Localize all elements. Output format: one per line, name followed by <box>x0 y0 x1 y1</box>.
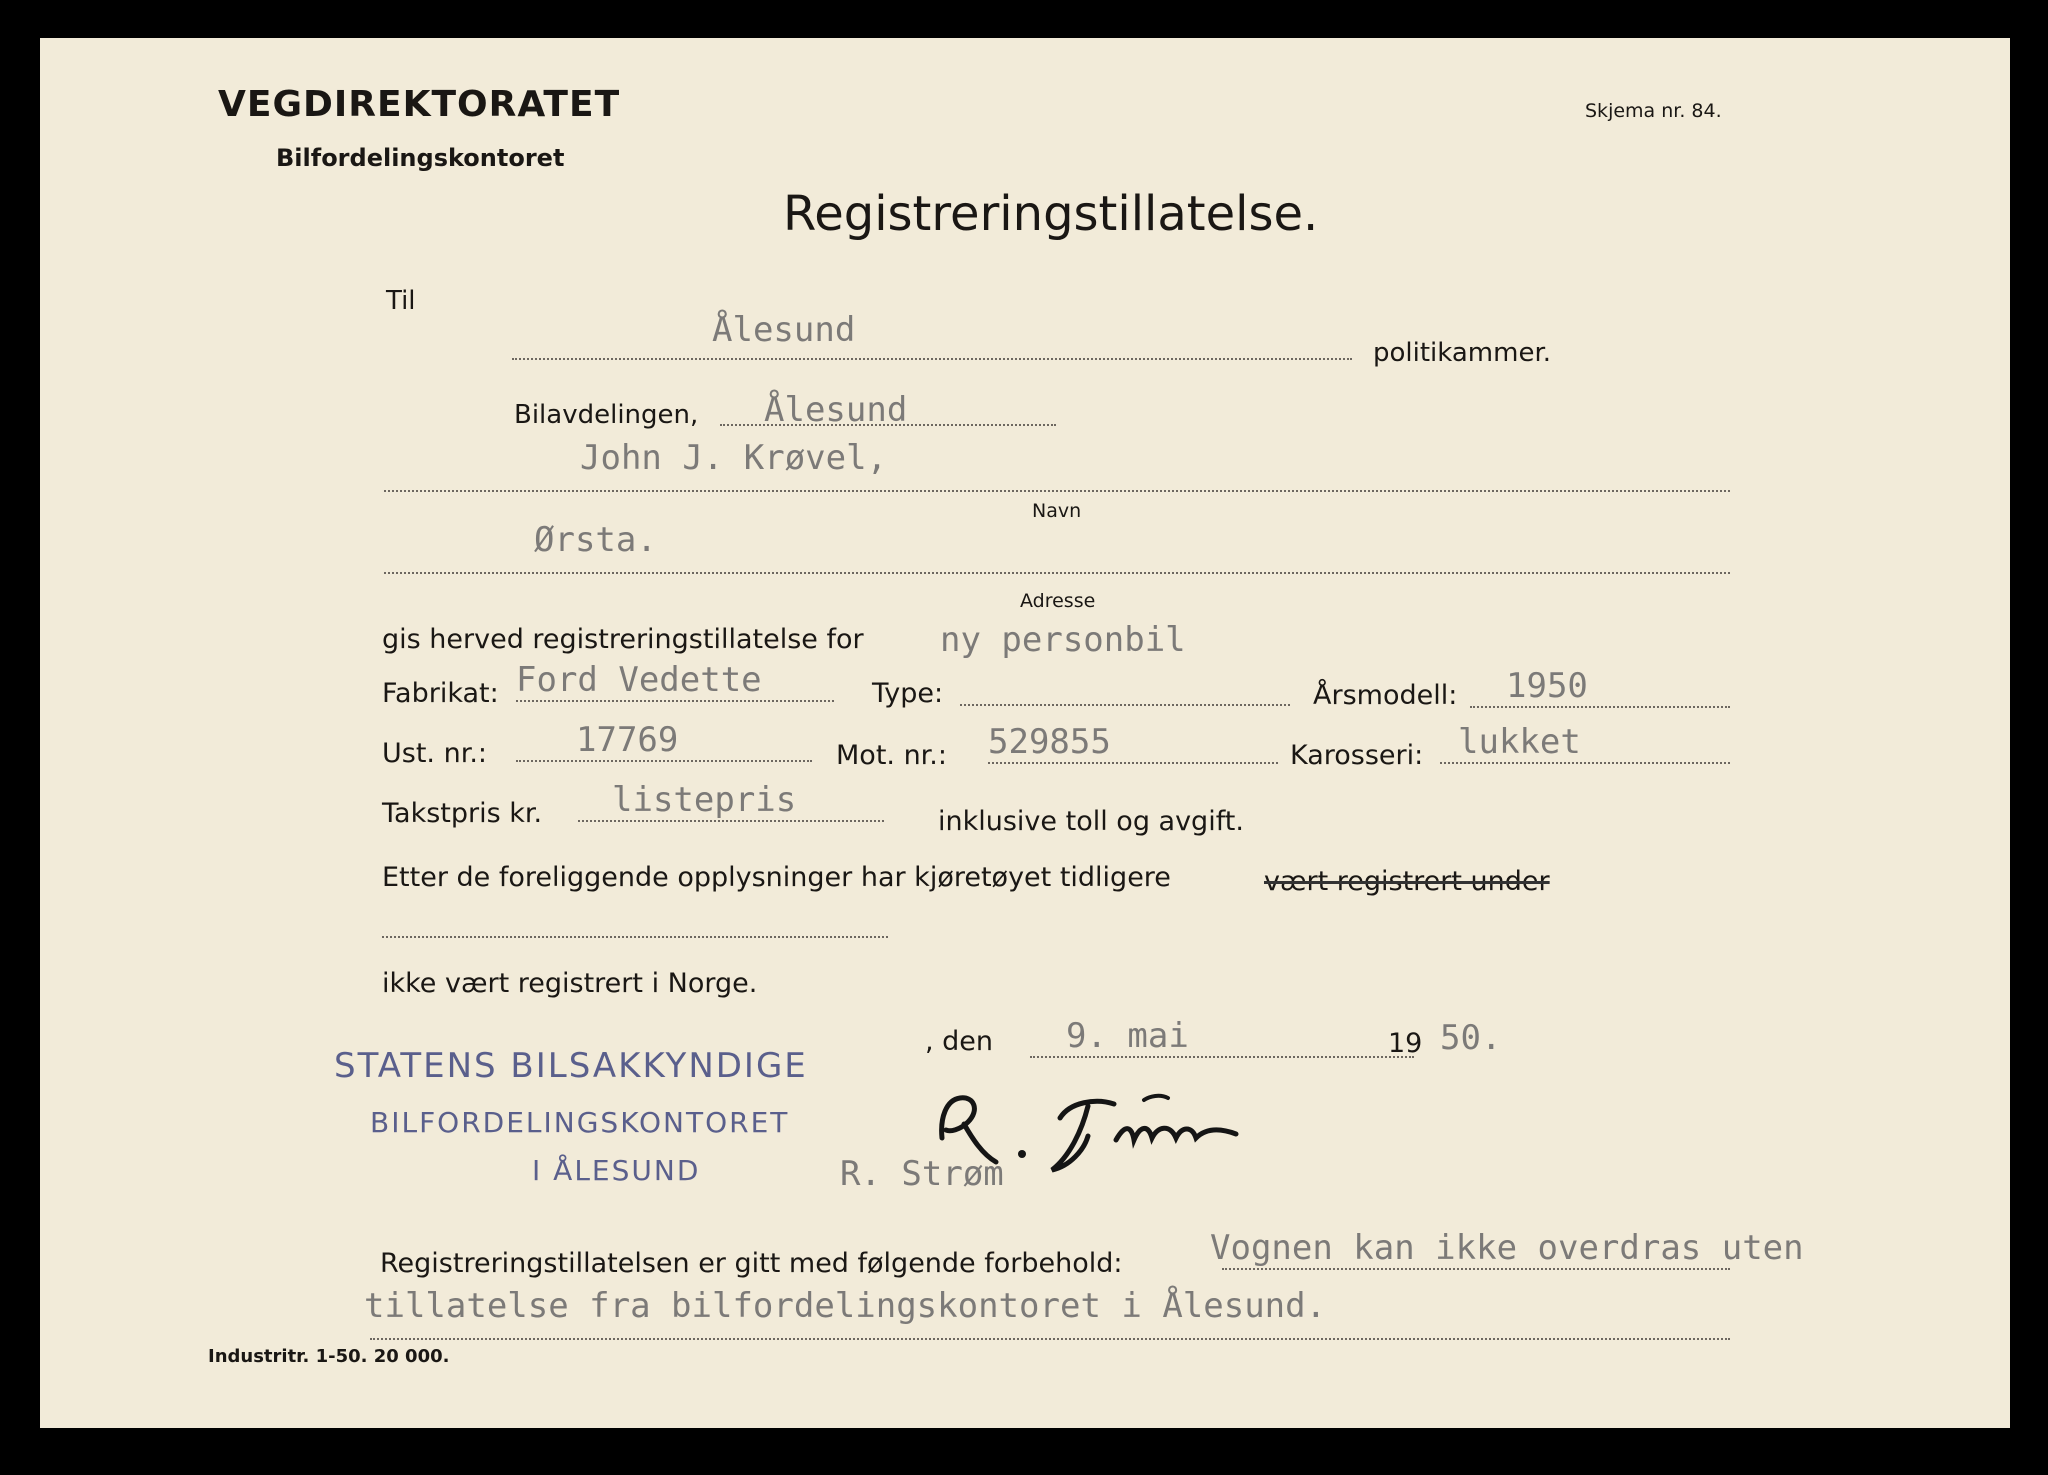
conditions-label: Registreringstillatelsen er gitt med følgende forbehold: <box>380 1248 1123 1279</box>
to-line <box>512 358 1352 360</box>
header-org: VEGDIREKTORATET <box>218 84 621 125</box>
etter-label: Etter de foreliggende opplysninger har kjøretøyet tidligere <box>382 862 1171 893</box>
politikammer-label: politikammer. <box>1373 338 1552 368</box>
navn-label: Navn <box>1032 500 1082 522</box>
mot-label: Mot. nr.: <box>836 740 947 771</box>
bilavdelingen-line <box>720 424 1056 426</box>
adresse-label: Adresse <box>1020 590 1096 612</box>
type-label: Type: <box>872 678 944 709</box>
conditions-line-2 <box>370 1338 1730 1340</box>
address-value: Ørsta. <box>534 520 657 560</box>
header-office: Bilfordelingskontoret <box>276 144 565 172</box>
til-label: Til <box>386 286 416 316</box>
stamp-line-3: I ÅLESUND <box>532 1154 701 1187</box>
mot-line <box>988 762 1278 764</box>
ikke-label: ikke vært registrert i Norge. <box>382 968 758 999</box>
fabrikat-value: Ford Vedette <box>516 660 762 700</box>
karosseri-line <box>1440 762 1730 764</box>
mot-value: 529855 <box>988 722 1111 762</box>
date-value: 9. mai <box>1066 1016 1189 1056</box>
fabrikat-label: Fabrikat: <box>382 678 499 709</box>
conditions-value-2: tillatelse fra bilfordelingskontoret i Ålesund. <box>364 1286 1327 1326</box>
footer-printer: Industritr. 1-50. 20 000. <box>208 1346 450 1367</box>
address-line <box>384 572 1730 574</box>
takstpris-line <box>578 820 884 822</box>
struck-text: vært registrert under <box>1264 866 1550 897</box>
document-page <box>40 38 2010 1428</box>
name-value: John J. Krøvel, <box>580 438 888 478</box>
to-value: Ålesund <box>712 310 856 350</box>
schema-number: Skjema nr. 84. <box>1585 100 1722 122</box>
arsmodell-label: Årsmodell: <box>1313 680 1458 711</box>
year-prefix: 19 <box>1388 1028 1423 1059</box>
takstpris-label: Takstpris kr. <box>382 798 543 829</box>
ust-line <box>516 760 812 762</box>
arsmodell-line <box>1470 706 1730 708</box>
karosseri-label: Karosseri: <box>1290 740 1424 771</box>
name-line <box>384 490 1730 492</box>
stamp-line-1: STATENS BILSAKKYNDIGE <box>334 1046 808 1086</box>
previous-registration-line <box>382 936 888 938</box>
bilavdelingen-label: Bilavdelingen, <box>514 400 699 430</box>
takstpris-value: listepris <box>612 780 797 820</box>
stamp-line-2: BILFORDELINGSKONTORET <box>370 1106 790 1139</box>
ust-label: Ust. nr.: <box>382 738 487 769</box>
type-line <box>960 704 1290 706</box>
bilavdelingen-value: Ålesund <box>764 390 908 430</box>
conditions-line-1 <box>1222 1268 1730 1270</box>
document-title: Registreringstillatelse. <box>783 186 1319 242</box>
arsmodell-value: 1950 <box>1506 666 1588 706</box>
year-value: 50. <box>1440 1018 1502 1058</box>
den-label: , den <box>925 1026 994 1057</box>
date-line <box>1030 1056 1414 1058</box>
vehicle-kind-value: ny personbil <box>940 620 1186 660</box>
conditions-value-1: Vognen kan ikke overdras uten <box>1210 1228 1804 1268</box>
karosseri-value: lukket <box>1458 722 1581 762</box>
signer-typed-name: R. Strøm <box>840 1154 1004 1194</box>
fabrikat-line <box>516 700 834 702</box>
inklusive-label: inklusive toll og avgift. <box>938 806 1244 837</box>
ust-value: 17769 <box>576 720 679 760</box>
gis-label: gis herved registreringstillatelse for <box>382 624 864 655</box>
